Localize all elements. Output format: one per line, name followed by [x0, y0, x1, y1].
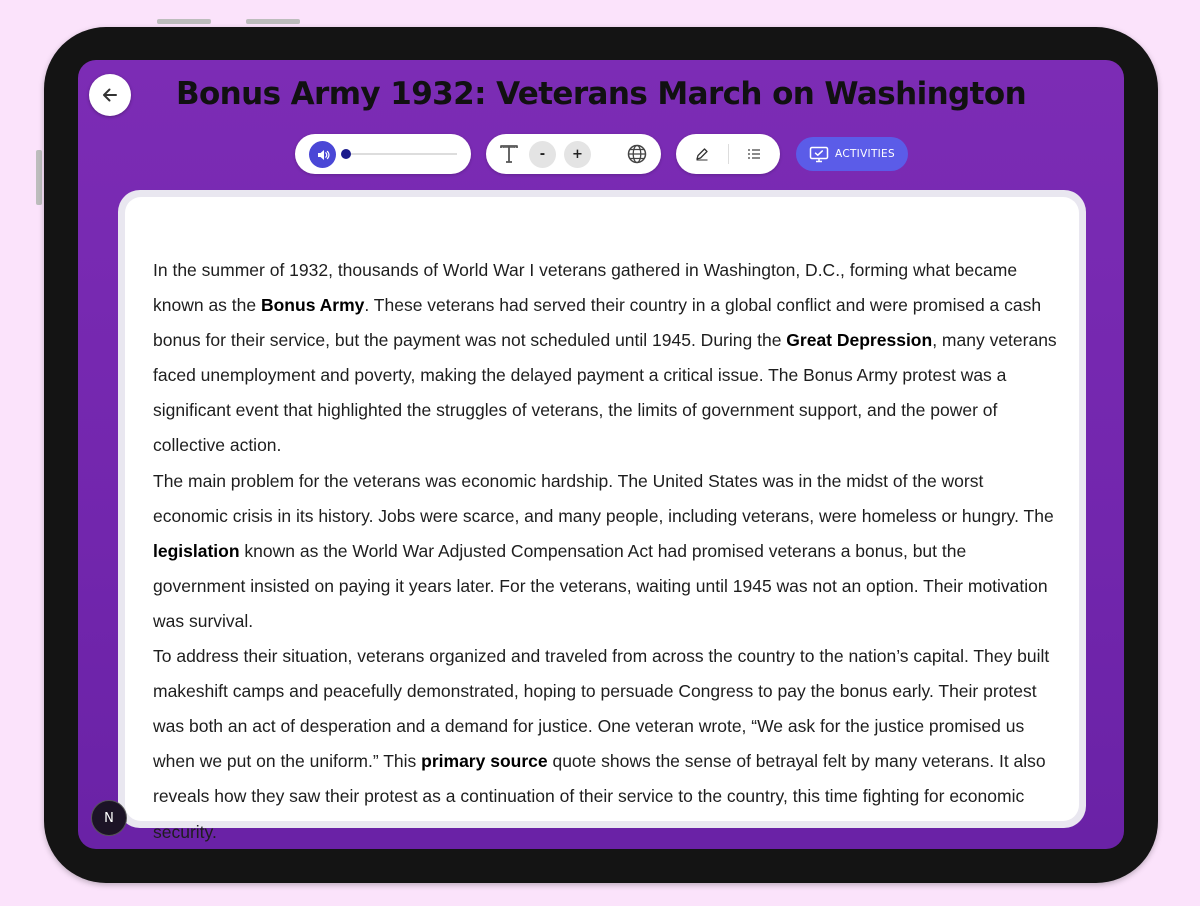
article-body [153, 253, 1058, 850]
decrease-font-button[interactable]: - [529, 141, 556, 168]
text-size-icon[interactable] [498, 143, 522, 165]
text-run: known as the World War Adjusted Compensation Act had promised veterans a bonus, but the government insisted on paying it years later. For the veterans, waiting until 1945 was not an option. Their motivation was survival. [153, 540, 1048, 631]
reader-screen [78, 60, 1124, 849]
tablet-frame [44, 27, 1158, 883]
play-audio-button[interactable] [309, 141, 336, 168]
speaker-icon [316, 148, 330, 162]
toolbar-divider [728, 144, 729, 164]
page-title: Bonus Army 1932: Veterans March on Washington [175, 76, 1027, 112]
text-run: In the summer of 1932, thousands of World War I veterans gathered in Washington, D.C., forming what became known as the [153, 260, 1018, 316]
pencil-icon[interactable] [693, 146, 711, 162]
article-paragraph [153, 639, 1058, 850]
audio-progress-knob[interactable] [341, 149, 351, 159]
monitor-icon [809, 146, 829, 163]
glossary-term[interactable]: legislation [153, 540, 240, 561]
audio-player [295, 134, 471, 174]
glossary-term[interactable]: Bonus Army [260, 295, 365, 316]
increase-font-button[interactable]: + [564, 141, 591, 168]
text-run: . These veterans had served their country in a global conflict and were promised a cash bonus for their service, but the payment was not scheduled until 1945. During the [153, 295, 1042, 351]
text-run: To address their situation, veterans organized and traveled from across the country to the nation’s capital. They built makeshift camps and peacefully demonstrated, hoping to persuade Congress to pay the bonus early. Their protest was both an act of desperation and a demand for justice. One veteran wrote, “We ask for the justice promised us when we put on the uniform.” This [153, 646, 1050, 772]
activities-button[interactable] [796, 137, 908, 171]
activities-label: ACTIVITIES [835, 148, 895, 160]
globe-icon[interactable] [625, 143, 649, 165]
text-tools [486, 134, 661, 174]
glossary-term[interactable]: Great Depression [786, 330, 933, 351]
text-run: quote shows the sense of betrayal felt by many veterans. It also reveals how they saw their protest as a continuation of their service to the country, this time fighting for economic security. [153, 751, 1046, 842]
volume-up-hardware-button [157, 19, 211, 24]
text-run: The main problem for the veterans was economic hardship. The United States was in the midst of the worst economic crisis in its history. Jobs were scarce, and many people, including veterans, were homeless or hungry. The [153, 470, 1054, 526]
glossary-term[interactable]: primary source [421, 751, 548, 772]
framework-badge[interactable]: N [91, 800, 127, 836]
article-paragraph [153, 464, 1058, 639]
article-paragraph [153, 253, 1058, 464]
volume-down-hardware-button [246, 19, 300, 24]
article-card[interactable] [125, 197, 1079, 842]
list-icon[interactable] [745, 146, 763, 162]
audio-progress-track[interactable] [345, 153, 457, 155]
text-run: , many veterans faced unemployment and poverty, making the delayed payment a critical issue. The Bonus Army protest was a significant event that highlighted the struggles of veterans, the limits of government support, and the power of collective action. [153, 330, 1057, 456]
power-hardware-button [36, 150, 42, 205]
annotation-tools [676, 134, 780, 174]
article-card-frame [118, 190, 1086, 842]
